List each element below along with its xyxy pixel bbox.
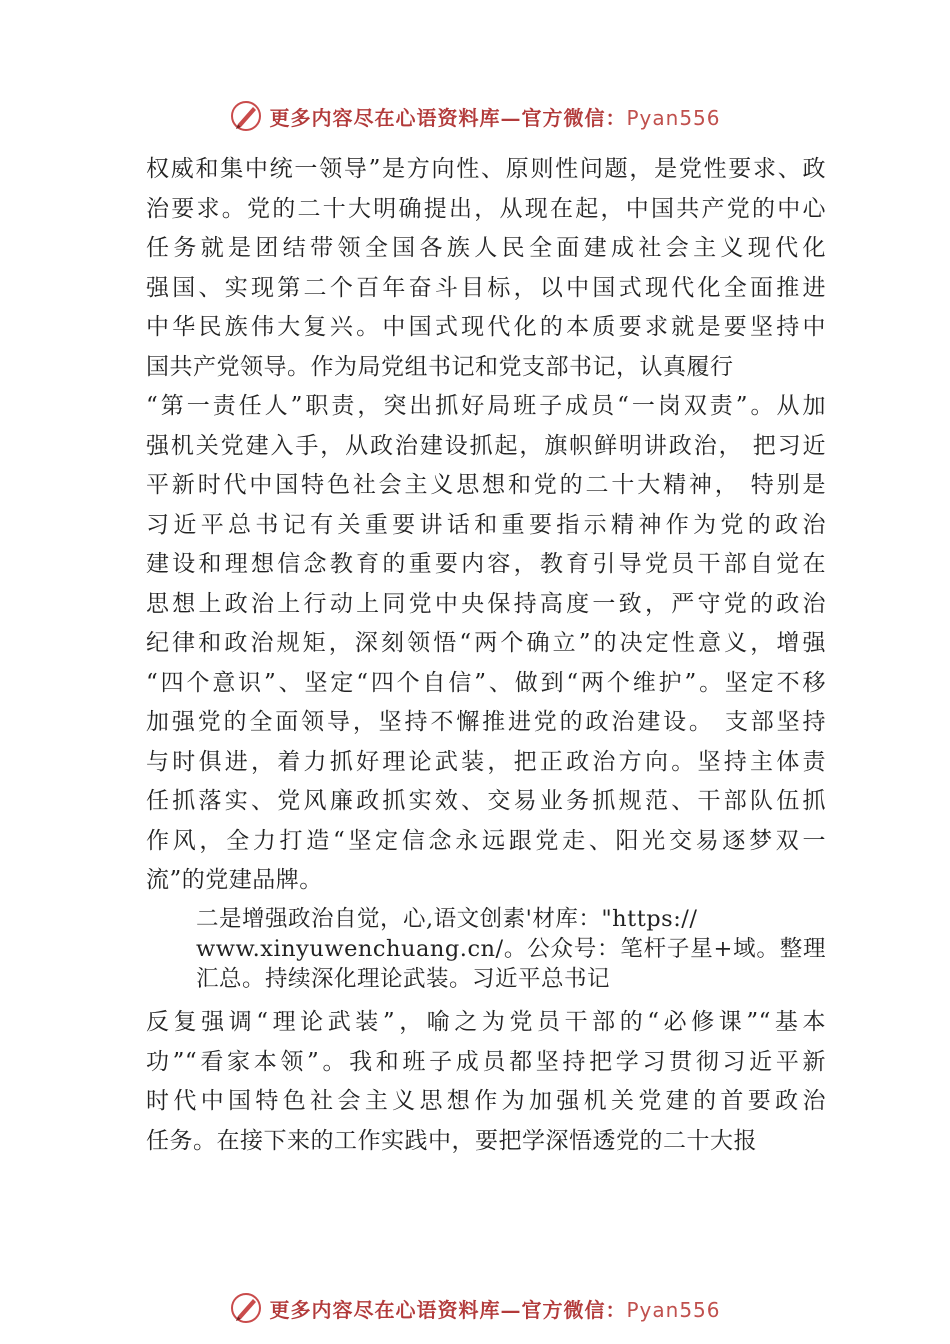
footer-watermark [0, 1288, 950, 1328]
text-line: 任抓落实、党风廉政抓实效、交易业务抓规范、干部队伍抓 [146, 788, 826, 814]
text-line: 国共产党领导。作为局党组书记和党支部书记，认真履行 [146, 353, 734, 380]
text-line: 权威和集中统一领导”是方向性、原则性问题，是党性要求、政 [146, 156, 826, 182]
header-watermark [0, 96, 950, 136]
text-line: 二是增强政治自觉，心,语文创素'材库："https:// [196, 906, 698, 932]
text-line: 时代中国特色社会主义思想作为加强机关党建的首要政治 [146, 1088, 826, 1114]
text-line: 加强党的全面领导，坚持不懈推进党的政治建设。 支部坚持 [146, 709, 826, 735]
text-line: 流”的党建品牌。 [146, 867, 323, 893]
text-line: 纪律和政治规矩，深刻领悟“两个确立”的决定性意义，增强 [146, 630, 826, 656]
text-line: 反复强调“理论武装”，喻之为党员干部的“必修课”“基本 [146, 1009, 826, 1035]
text-line: 中华民族伟大复兴。中国式现代化的本质要求就是要坚持中 [146, 314, 826, 340]
text-line: 习近平总书记有关重要讲话和重要指示精神作为党的政治 [146, 511, 826, 538]
text-line: 任务就是团结带领全国各族人民全面建成社会主义现代化 [146, 235, 826, 261]
text-line: 强国、实现第二个百年奋斗目标，以中国式现代化全面推进 [146, 274, 826, 301]
pen-logo-icon [229, 99, 263, 133]
text-line: 汇总。持续深化理论武装。习近平总书记 [196, 966, 611, 992]
text-line: “第一责任人”职责，突出抓好局班子成员“一岗双责”。从加 [146, 393, 826, 419]
text-line: 平新时代中国特色社会主义思想和党的二十大精神， 特别是 [146, 472, 826, 498]
text-line: 治要求。党的二十大明确提出，从现在起，中国共产党的中心 [146, 195, 826, 222]
text-line: 与时俱进，着力抓好理论武装，把正政治方向。坚持主体责 [146, 748, 826, 775]
paragraph-1 [146, 150, 826, 901]
text-line: 建设和理想信念教育的重要内容，教育引导党员干部自觉在 [146, 551, 826, 577]
text-line: www.xinyuwenchuang.cn/。公众号：笔杆子星+域。整理 [196, 936, 826, 962]
watermark-text: 更多内容尽在心语资料库—官方微信：Pyan556 [269, 1297, 721, 1322]
paragraph-2 [146, 1003, 826, 1161]
text-line: 思想上政治上行动上同党中央保持高度一致，严守党的政治 [146, 590, 826, 617]
indented-paragraph [196, 904, 826, 994]
text-line: 作风，全力打造“坚定信念永远跟党走、阳光交易逐梦双一 [146, 827, 826, 854]
watermark-text: 更多内容尽在心语资料库—官方微信：Pyan556 [269, 105, 721, 130]
text-line: 任务。在接下来的工作实践中，要把学深悟透党的二十大报 [146, 1127, 757, 1154]
text-line: 功”“看家本领”。我和班子成员都坚持把学习贯彻习近平新 [146, 1048, 826, 1075]
text-line: “四个意识”、坚定“四个自信”、做到“两个维护”。坚定不移 [146, 669, 826, 696]
text-line: 强机关党建入手，从政治建设抓起，旗帜鲜明讲政治， 把习近 [146, 432, 826, 459]
pen-logo-icon [229, 1291, 263, 1325]
